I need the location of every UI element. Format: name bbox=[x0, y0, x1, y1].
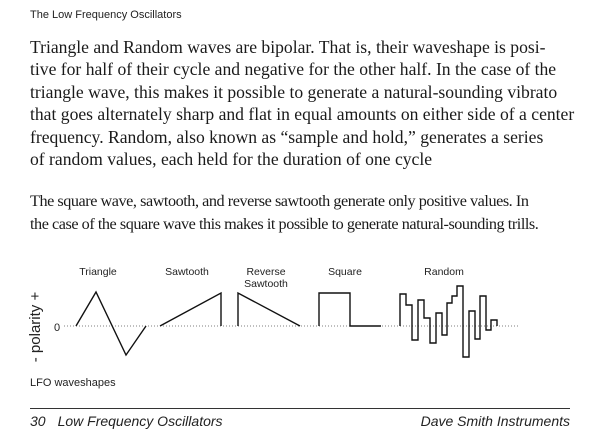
paragraph-positive-waves bbox=[30, 190, 575, 235]
square-wave bbox=[319, 293, 381, 326]
figure-caption: LFO waveshapes bbox=[30, 377, 116, 389]
reverse-sawtooth-label-line2: Sawtooth bbox=[244, 278, 288, 290]
paragraph-bipolar-waves bbox=[30, 36, 575, 170]
random-wave bbox=[400, 286, 497, 357]
paragraph-line: tive for half of their cycle and negative for the other half. In the case of the bbox=[30, 59, 557, 80]
paragraph-line: of random values, each held for the duration of one cycle bbox=[30, 149, 433, 170]
sawtooth-label: Sawtooth bbox=[165, 266, 209, 278]
reverse-sawtooth-wave bbox=[238, 293, 300, 326]
paragraph-line: that goes alternately sharp and flat in equal amounts on either side of a center bbox=[30, 104, 575, 125]
paragraph-line: frequency. Random, also known as “sample and hold,” generates a series bbox=[30, 126, 544, 147]
paragraph-line: Triangle and Random waves are bipolar. That is, their waveshape is posi- bbox=[30, 37, 546, 57]
lfo-waveshapes-diagram bbox=[0, 255, 605, 380]
footer-publisher: Dave Smith Instruments bbox=[420, 413, 570, 429]
square-label: Square bbox=[328, 266, 362, 278]
zero-label: 0 bbox=[53, 322, 61, 334]
paragraph-line: triangle wave, this makes it possible to generate a natural-sounding vibrato bbox=[30, 81, 558, 102]
running-head: The Low Frequency Oscillators bbox=[30, 9, 182, 21]
footer-section-title: Low Frequency Oscillators bbox=[57, 413, 223, 429]
footer-rule bbox=[30, 408, 570, 409]
polarity-axis-label: - polarity + bbox=[27, 291, 44, 363]
sawtooth-wave bbox=[160, 293, 221, 326]
triangle-label: Triangle bbox=[79, 266, 117, 278]
reverse-sawtooth-label: Reverse bbox=[246, 266, 286, 278]
page-number: 30 bbox=[30, 413, 46, 429]
triangle-wave bbox=[76, 292, 146, 355]
paragraph-line: the case of the square wave this makes it possible to generate natural-sounding trills. bbox=[30, 214, 539, 233]
paragraph-line: The square wave, sawtooth, and reverse sawtooth generate only positive values. In bbox=[30, 192, 529, 210]
random-label: Random bbox=[424, 266, 464, 278]
footer-left bbox=[30, 413, 223, 429]
